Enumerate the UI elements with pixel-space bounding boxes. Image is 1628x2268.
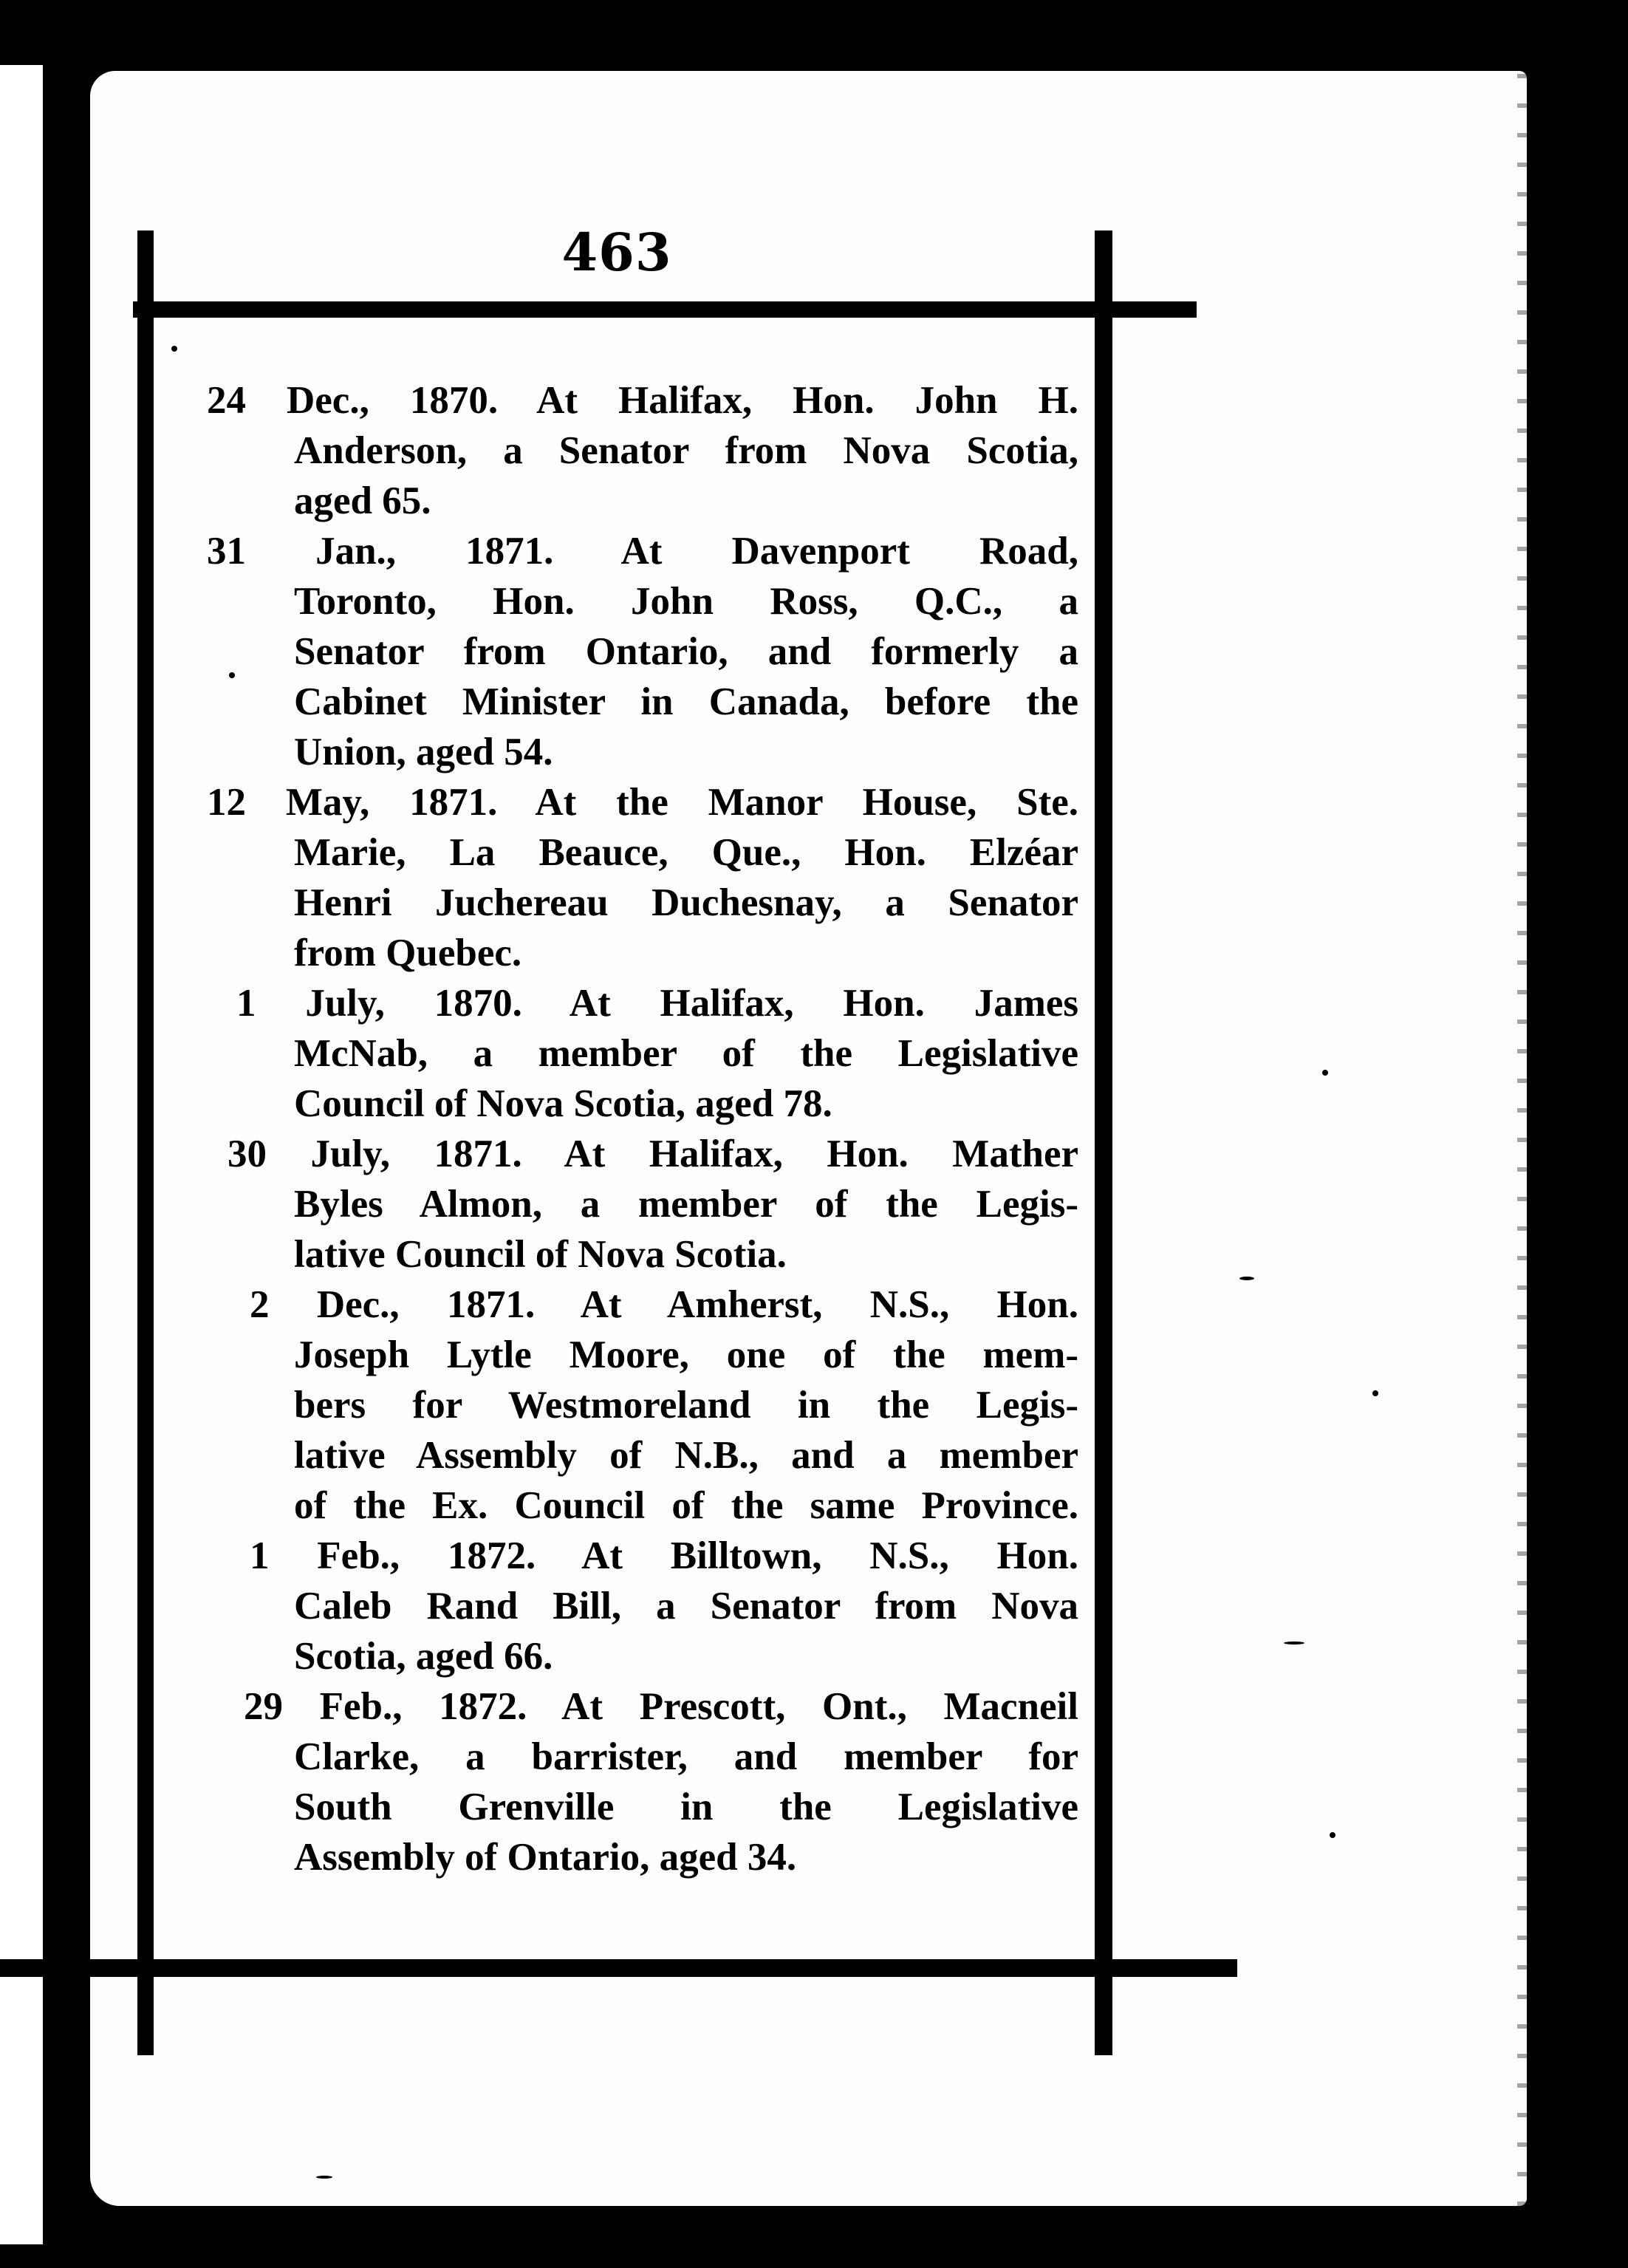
obituary-entry <box>207 1129 1078 1280</box>
scan-speck <box>171 346 177 352</box>
scan-speck <box>316 2176 332 2179</box>
entry-line: Scotia, aged 66. <box>294 1635 553 1678</box>
entry-line: Henri Juchereau Duchesnay, a Senator <box>294 881 1078 924</box>
entry-line: aged 65. <box>294 479 431 522</box>
entry-line: Joseph Lytle Moore, one of the mem- <box>294 1333 1078 1376</box>
obituary-list <box>207 375 1078 1882</box>
obituary-entry <box>207 1531 1078 1681</box>
right-rule <box>1095 230 1112 2055</box>
entry-line: Council of Nova Scotia, aged 78. <box>294 1082 832 1125</box>
page-edge-texture <box>1517 44 1628 2231</box>
entry-line: 30 July, 1871. At Halifax, Hon. Mather <box>228 1133 1078 1175</box>
entry-line: Toronto, Hon. John Ross, Q.C., a <box>294 580 1078 623</box>
entry-line: of the Ex. Council of the same Province. <box>294 1484 1078 1527</box>
entry-line: 24 Dec., 1870. At Halifax, Hon. John H. <box>207 379 1078 422</box>
scan-speck <box>229 672 235 678</box>
obituary-entry <box>207 1280 1078 1531</box>
entry-line: 12 May, 1871. At the Manor House, Ste. <box>207 781 1078 824</box>
obituary-entry <box>207 1681 1078 1882</box>
obituary-entry <box>207 526 1078 777</box>
obituary-entry <box>207 777 1078 978</box>
left-rule <box>137 230 154 2055</box>
entry-line: lative Council of Nova Scotia. <box>294 1233 787 1276</box>
entry-line: 1 Feb., 1872. At Billtown, N.S., Hon. <box>250 1534 1078 1577</box>
entry-line: lative Assembly of N.B., and a member <box>294 1434 1078 1477</box>
scan-speck <box>1322 1070 1328 1076</box>
entry-line: Byles Almon, a member of the Legis- <box>294 1183 1078 1226</box>
entry-line: Assembly of Ontario, aged 34. <box>294 1836 797 1879</box>
entry-line: Caleb Rand Bill, a Senator from Nova <box>294 1585 1078 1627</box>
scan-speck <box>1330 1832 1335 1838</box>
bottom-rule <box>0 1959 1237 1977</box>
entry-line: from Quebec. <box>294 932 522 974</box>
obituary-entry <box>207 375 1078 526</box>
entry-line: Marie, La Beauce, Que., Hon. Elzéar <box>294 831 1078 874</box>
scan-speck <box>1284 1642 1304 1644</box>
entry-line: 1 July, 1870. At Halifax, Hon. James <box>236 982 1078 1025</box>
entry-line: bers for Westmoreland in the Legis- <box>294 1384 1078 1427</box>
entry-line: 31 Jan., 1871. At Davenport Road, <box>207 530 1078 573</box>
entry-line: South Grenville in the Legislative <box>294 1786 1078 1828</box>
top-rule <box>133 301 1197 318</box>
page-number: 463 <box>561 222 672 283</box>
entry-line: McNab, a member of the Legislative <box>294 1032 1078 1075</box>
entry-line: Union, aged 54. <box>294 731 553 773</box>
entry-line: 2 Dec., 1871. At Amherst, N.S., Hon. <box>250 1283 1078 1326</box>
scan-speck <box>1372 1390 1378 1396</box>
obituary-entry <box>207 978 1078 1129</box>
entry-line: Senator from Ontario, and formerly a <box>294 630 1078 673</box>
entry-line: Anderson, a Senator from Nova Scotia, <box>294 429 1078 472</box>
scan-speck <box>1239 1277 1254 1280</box>
entry-line: Clarke, a barrister, and member for <box>294 1735 1078 1778</box>
entry-line: Cabinet Minister in Canada, before the <box>294 680 1078 723</box>
entry-line: 29 Feb., 1872. At Prescott, Ont., Macneil <box>244 1685 1078 1728</box>
